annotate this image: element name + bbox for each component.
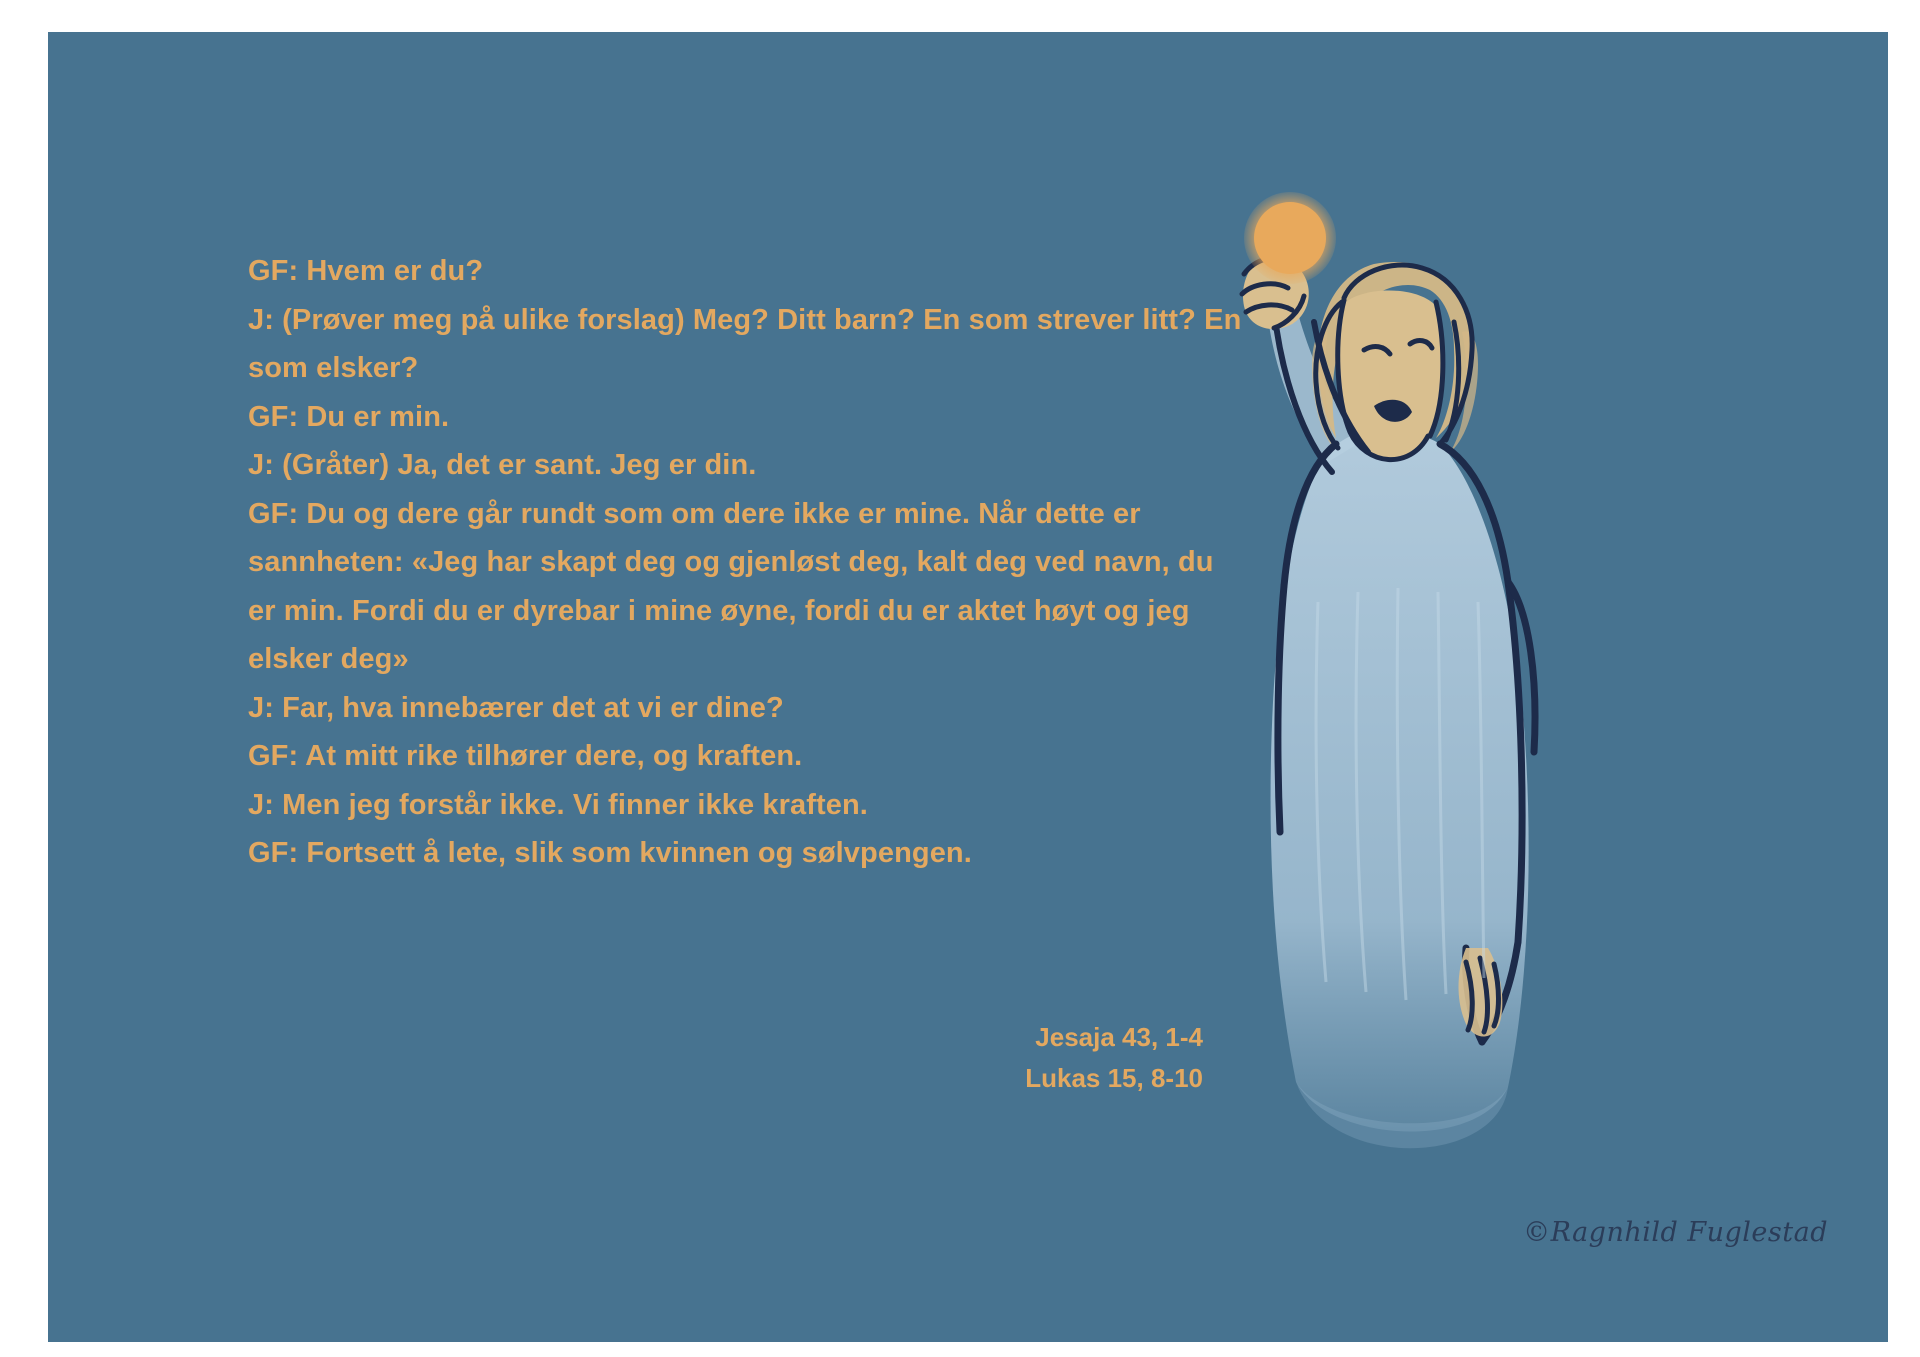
- dialogue-line: GF: At mitt rike tilhører dere, og kraften.: [248, 740, 803, 772]
- dialogue-line: GF: Hvem er du?: [248, 255, 484, 287]
- dialogue-line: J: Far, hva innebærer det at vi er dine?: [248, 691, 784, 724]
- dialogue-line: J: (Gråter) Ja, det er sant. Jeg er din.: [248, 449, 757, 481]
- dialogue-line: GF: Fortsett å lete, slik som kvinnen og sølvpengen.: [248, 837, 972, 869]
- dialogue-text: [248, 247, 1248, 878]
- illustration-panel: [48, 32, 1888, 1342]
- dialogue-line: GF: Du er min.: [248, 400, 450, 433]
- reference-item: Lukas 15, 8-10: [1025, 1063, 1203, 1093]
- dialogue-line: J: (Prøver meg på ulike forslag) Meg? Ditt barn? En som strever litt? En som elsker?: [248, 303, 1242, 384]
- scripture-references: [648, 1017, 1203, 1099]
- reference-item: Jesaja 43, 1-4: [1035, 1022, 1203, 1052]
- garment-shape: [1271, 428, 1529, 1148]
- dialogue-line: GF: Du og dere går rundt som om dere ikke er mine. Når dette er sannheten: «Jeg har skapt deg og gjenløst deg, kalt deg ved navn, du er min. Fordi du er dyrebar i mine øyne, fordi du er aktet høyt og jeg elsker deg»: [248, 497, 1214, 675]
- artist-credit: ©Ragnhild Fuglestad: [1523, 1217, 1828, 1248]
- dialogue-line: J: Men jeg forstår ikke. Vi finner ikke kraften.: [248, 788, 868, 821]
- coin-core: [1254, 202, 1326, 274]
- woman-holding-coin-illustration: [1178, 182, 1678, 1182]
